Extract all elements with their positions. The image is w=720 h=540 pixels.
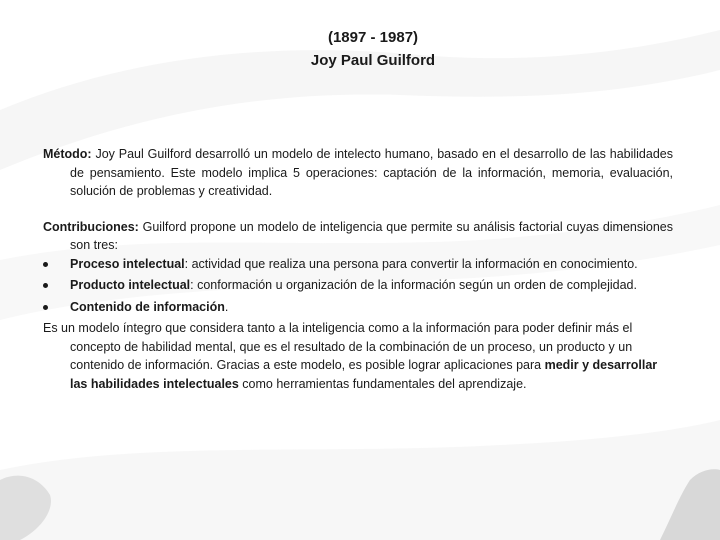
list-item — [43, 276, 673, 295]
conclusion-text-after: como herramientas fundamentales del aprendizaje. — [238, 376, 527, 391]
bullet-term: Proceso intelectual — [70, 256, 185, 271]
list-item — [43, 298, 673, 317]
contribuciones-label: Contribuciones: — [43, 219, 139, 234]
bullet-text: : conformación u organización de la información según un orden de complejidad. — [190, 278, 637, 292]
bullet-text: . — [224, 299, 229, 314]
contribuciones-text: Guilford propone un modelo de inteligencia que permite su análisis factorial cuyas dimensiones son tres: — [70, 219, 673, 252]
metodo-label: Método: — [43, 147, 92, 161]
bullet-icon — [43, 305, 48, 310]
list-item — [43, 255, 673, 274]
conclusion-bold: medir y desarrollar las habilidades intelectuales — [70, 358, 658, 391]
bullet-icon — [43, 262, 48, 267]
title-name: Joy Paul Guilford — [310, 52, 436, 69]
conclusion-paragraph — [43, 319, 673, 393]
bullet-icon — [43, 283, 48, 288]
body-content — [43, 145, 673, 393]
bullet-text: : actividad que realiza una persona para convertir la información en conocimiento. — [184, 256, 638, 271]
dimensions-list — [43, 255, 673, 317]
page-title — [0, 26, 720, 72]
metodo-paragraph — [43, 145, 673, 201]
bullet-term: Contenido de información — [70, 299, 225, 314]
title-years: (1897 - 1987) — [327, 29, 419, 46]
metodo-text: Joy Paul Guilford desarrolló un modelo de intelecto humano, basado en el desarrollo de las habilidades de pensamiento. Este modelo implica 5 operaciones: captación de la información, memoria, evaluación, solución de problemas y creatividad. — [70, 147, 673, 198]
bullet-term: Producto intelectual — [70, 278, 191, 292]
conclusion-text-before: Es un modelo íntegro que considera tanto a la inteligencia como a la información para poder definir más el concepto de habilidad mental, que es el resultado de la combinación de un proceso, un producto y un contenido de información. Gracias a este modelo, es posible lograr aplicaciones para — [43, 321, 633, 372]
contribuciones-paragraph — [43, 218, 673, 255]
